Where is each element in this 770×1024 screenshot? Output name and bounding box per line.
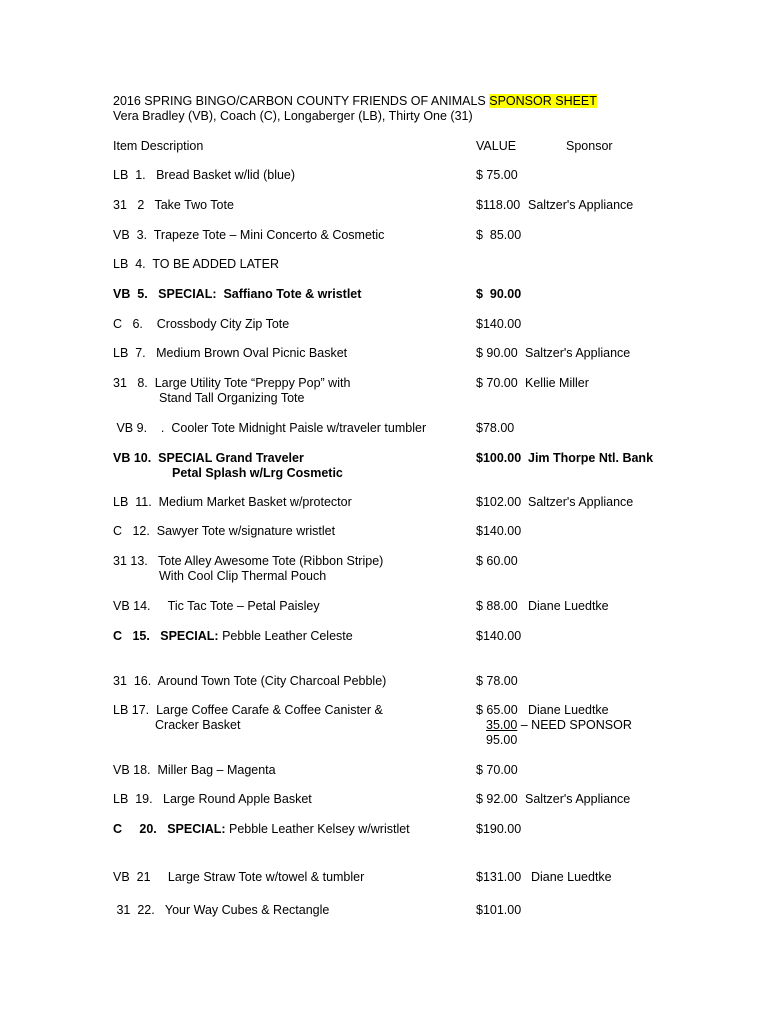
item-desc-line2: Cracker Basket: [155, 718, 241, 732]
item-row: [113, 346, 347, 361]
item-code: LB 7.: [113, 346, 157, 360]
item-sponsor: Saltzer's Appliance: [528, 198, 634, 212]
item-value-total: 95.00: [486, 733, 518, 747]
item-code: LB 17.: [113, 703, 157, 717]
item-value: $140.00: [476, 317, 522, 331]
item-value: $ 75.00: [476, 168, 518, 182]
item-desc: Large Round Apple Basket: [163, 792, 312, 806]
item-code: VB 18.: [113, 763, 158, 777]
item-value: $131.00: [476, 870, 522, 884]
title-text: 2016 SPRING BINGO/CARBON COUNTY FRIENDS OF ANIMALS: [113, 94, 490, 108]
item-desc: Pebble Leather Kelsey w/wristlet: [225, 822, 410, 836]
sheet-title: [113, 94, 597, 109]
item-row: [113, 822, 410, 837]
item-code: LB 11.: [113, 495, 159, 509]
item-code: VB 3.: [113, 228, 154, 242]
item-sponsor: Saltzer's Appliance: [525, 792, 631, 806]
item-code: VB 14.: [113, 599, 168, 613]
item-value-2: 35.00: [486, 718, 518, 732]
item-row: [113, 703, 383, 718]
item-value: $140.00: [476, 629, 522, 643]
item-code: C 6.: [113, 317, 157, 331]
item-sponsor: Kellie Miller: [525, 376, 589, 390]
item-row: [113, 599, 320, 614]
item-row: [113, 168, 295, 183]
item-code: 31 2: [113, 198, 155, 212]
item-desc: TO BE ADDED LATER: [152, 257, 280, 271]
item-value: $ 65.00: [476, 703, 518, 717]
item-value: $ 90.00: [476, 287, 522, 301]
item-row: [113, 554, 383, 569]
title-highlight: SPONSOR SHEET: [489, 94, 597, 108]
item-row: [113, 763, 276, 778]
item-row: [113, 376, 350, 391]
item-sponsor: Saltzer's Appliance: [528, 495, 634, 509]
item-value: $ 88.00: [476, 599, 518, 613]
item-row: [113, 495, 352, 510]
item-sponsor: Jim Thorpe Ntl. Bank: [528, 451, 654, 465]
item-desc: Medium Market Basket w/protector: [158, 495, 352, 509]
item-code: 31 16.: [113, 674, 158, 688]
item-value: $100.00: [476, 451, 522, 465]
item-desc: Tote Alley Awesome Tote (Ribbon Stripe): [157, 554, 384, 568]
item-value: $ 90.00: [476, 346, 518, 360]
column-header-sponsor: Sponsor: [566, 139, 613, 153]
item-sponsor: Diane Luedtke: [528, 599, 609, 613]
item-code: 31 8.: [113, 376, 155, 390]
item-code: LB 1.: [113, 168, 157, 182]
column-header-item: Item Description: [113, 139, 204, 153]
item-row: [113, 421, 426, 436]
special-label: SPECIAL:: [160, 629, 219, 643]
item-code: C 20.: [113, 822, 168, 836]
item-desc: SPECIAL Grand Traveler: [158, 451, 304, 465]
item-desc: Large Straw Tote w/towel & tumbler: [167, 870, 365, 884]
item-code: VB 10.: [113, 451, 159, 465]
item-row: [113, 870, 364, 885]
item-code: C 12.: [113, 524, 157, 538]
item-desc: Tic Tac Tote – Petal Paisley: [167, 599, 320, 613]
item-desc: Sawyer Tote w/signature wristlet: [156, 524, 336, 538]
item-desc: Medium Brown Oval Picnic Basket: [156, 346, 348, 360]
special-label: SPECIAL:: [167, 822, 226, 836]
item-desc-line2: With Cool Clip Thermal Pouch: [159, 569, 327, 583]
item-desc: SPECIAL: Saffiano Tote & wristlet: [158, 287, 362, 301]
item-code: 31 22.: [113, 903, 165, 917]
item-row: [113, 198, 234, 213]
item-desc: Cooler Tote Midnight Paisle w/traveler tumbler: [171, 421, 427, 435]
item-sponsor: Saltzer's Appliance: [525, 346, 631, 360]
item-code: LB 4.: [113, 257, 153, 271]
item-code: C 15.: [113, 629, 161, 643]
item-value: $102.00: [476, 495, 522, 509]
item-desc: Your Way Cubes & Rectangle: [164, 903, 330, 917]
column-header-value: VALUE: [476, 139, 517, 153]
item-desc: Pebble Leather Celeste: [218, 629, 353, 643]
item-row: [113, 674, 386, 689]
item-desc: Around Town Tote (City Charcoal Pebble): [157, 674, 387, 688]
need-sponsor-note: – NEED SPONSOR: [517, 718, 632, 732]
item-desc: Miller Bag – Magenta: [157, 763, 276, 777]
item-desc: Large Coffee Carafe & Coffee Canister &: [156, 703, 383, 717]
brand-legend: Vera Bradley (VB), Coach (C), Longaberger (LB), Thirty One (31): [113, 109, 473, 123]
item-code: 31 13.: [113, 554, 158, 568]
item-value: $101.00: [476, 903, 522, 917]
item-code: VB 21: [113, 870, 168, 884]
item-value: $78.00: [476, 421, 515, 435]
item-code: VB 5.: [113, 287, 159, 301]
item-value: $ 70.00: [476, 763, 518, 777]
item-row: [113, 228, 384, 243]
item-desc-line2: Petal Splash w/Lrg Cosmetic: [172, 466, 343, 480]
item-desc: Bread Basket w/lid (blue): [156, 168, 296, 182]
item-desc: Crossbody City Zip Tote: [156, 317, 290, 331]
item-value: $ 92.00: [476, 792, 518, 806]
item-value: $140.00: [476, 524, 522, 538]
item-row: [113, 287, 361, 302]
item-value: $ 70.00: [476, 376, 518, 390]
item-desc: Trapeze Tote – Mini Concerto & Cosmetic: [153, 228, 385, 242]
item-code: LB 19.: [113, 792, 164, 806]
item-sponsor: Diane Luedtke: [531, 870, 612, 884]
item-desc: Take Two Tote: [154, 198, 234, 212]
item-row: [113, 257, 279, 272]
item-row: [113, 451, 304, 466]
item-row: [113, 317, 289, 332]
item-value-extra: [486, 718, 632, 733]
item-value: $ 85.00: [476, 228, 522, 242]
item-code: VB 9. .: [113, 421, 172, 435]
item-value: $190.00: [476, 822, 522, 836]
item-desc-line2: Stand Tall Organizing Tote: [159, 391, 305, 405]
item-row: [113, 903, 329, 918]
item-row: [113, 629, 353, 644]
item-value: $ 60.00: [476, 554, 518, 568]
item-value: $ 78.00: [476, 674, 518, 688]
item-row: [113, 524, 335, 539]
item-sponsor: Diane Luedtke: [528, 703, 609, 717]
item-desc: Large Utility Tote “Preppy Pop” with: [154, 376, 351, 390]
item-row: [113, 792, 312, 807]
item-value: $118.00: [476, 198, 521, 212]
